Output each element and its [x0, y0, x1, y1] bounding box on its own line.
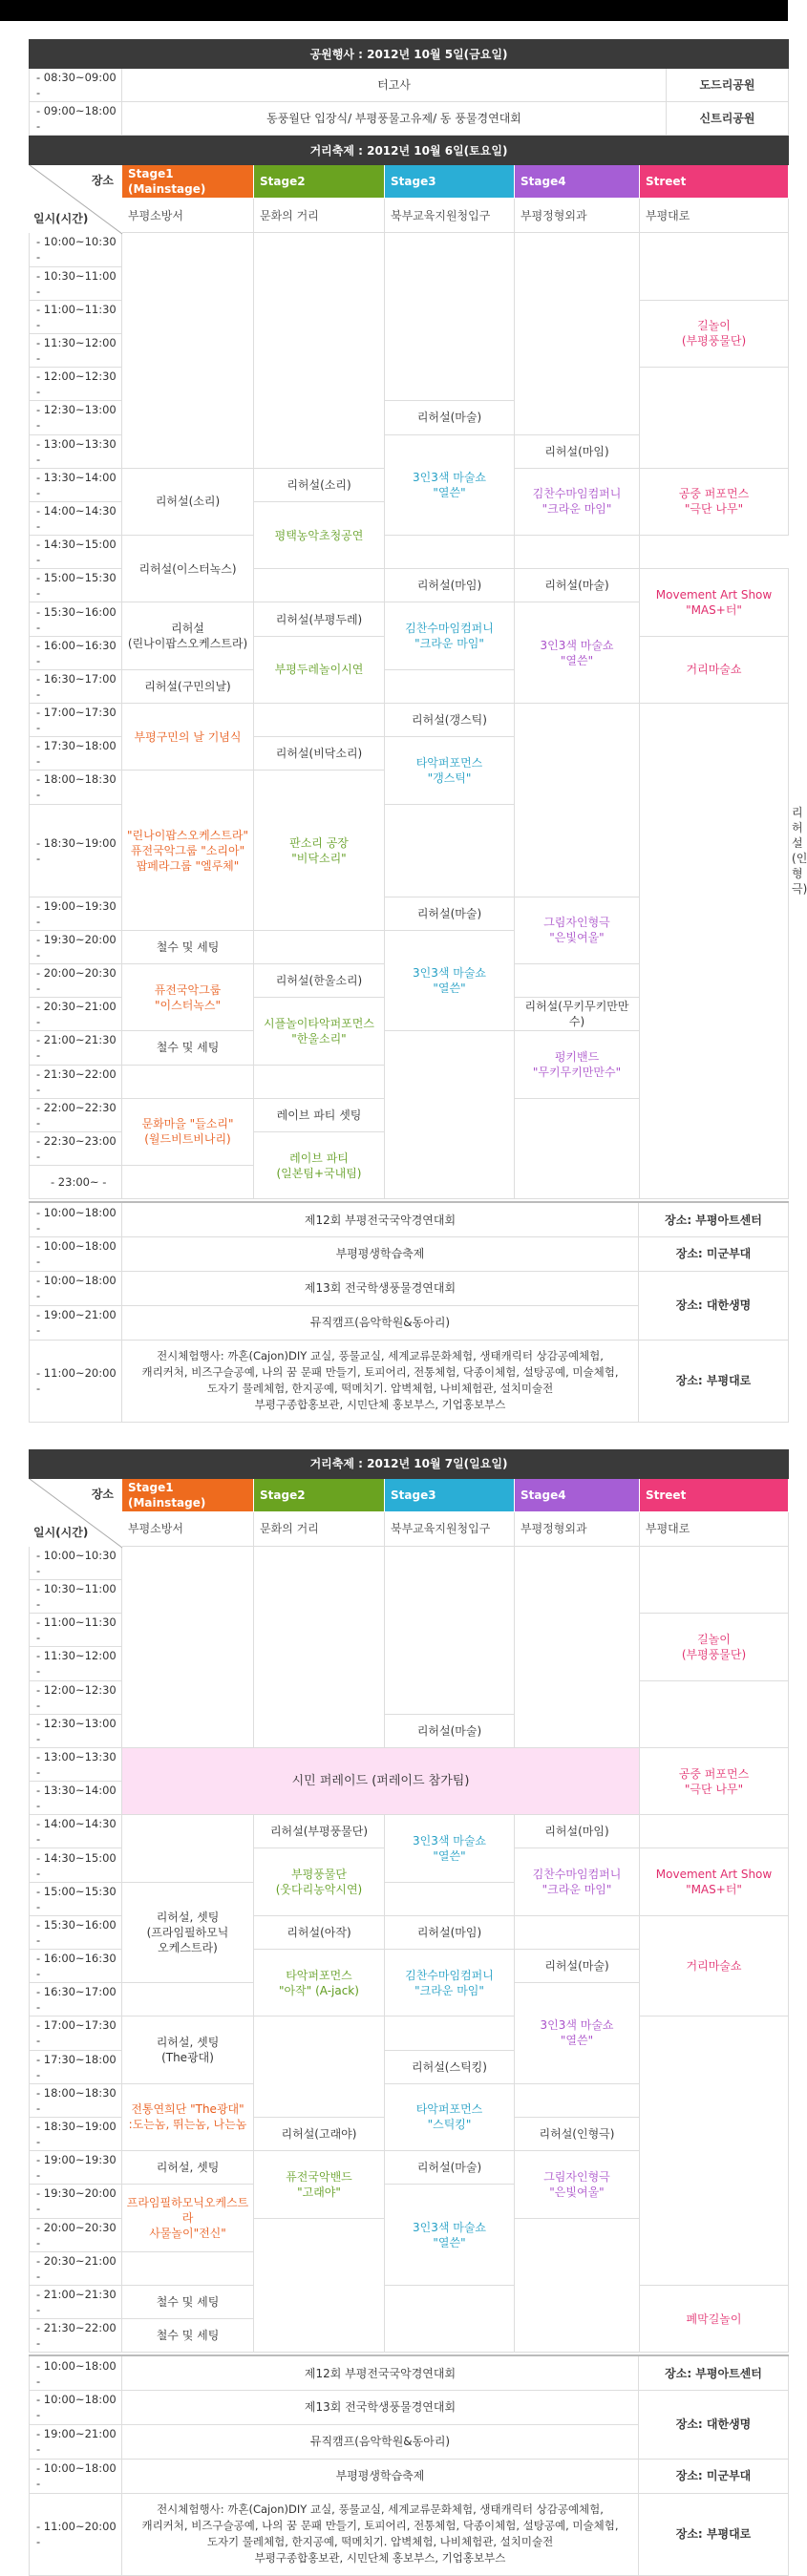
time-cell: - 17:30~18:00 - — [30, 2050, 122, 2083]
empty-cell — [515, 2218, 640, 2353]
place-cell: 장소: 부평대로 — [639, 1340, 789, 1422]
time-cell: - 10:00~18:00 - — [30, 2390, 122, 2424]
empty-cell — [254, 2016, 385, 2118]
time-cell: - 10:00~18:00 - — [30, 1202, 122, 1236]
street-mas: Movement Art Show "MAS+터" — [640, 1848, 789, 1915]
time-cell: - 20:00~20:30 - — [30, 963, 122, 997]
time-cell: - 10:00~18:00 - — [30, 1236, 122, 1271]
empty-cell — [122, 1166, 254, 1199]
event-cell: 제13회 전국학생풍물경연대회 — [122, 2390, 639, 2424]
stage2-rehearsal: 리허설(고래야) — [254, 2117, 385, 2150]
place-cell: 신트리공원 — [667, 102, 789, 136]
day3-events-table — [29, 2354, 789, 2576]
stage3-rehearsal: 리허설(스틱킹) — [385, 2050, 515, 2083]
stage4-puppet: 그림자인형극 "은빛여울" — [515, 2151, 640, 2218]
stage4-mime: 김찬수마임컴퍼니 "크라운 마임" — [515, 1848, 640, 1915]
street-magic: 거리마술쇼 — [640, 1915, 789, 2016]
place-cell: 도드리공원 — [667, 69, 789, 102]
empty-cell — [515, 704, 640, 897]
time-cell: - 13:30~14:00 - — [30, 1782, 122, 1815]
time-cell: - 20:00~20:30 - — [30, 2218, 122, 2251]
time-cell: - 21:00~21:30 - — [30, 1031, 122, 1065]
time-cell: - 10:00~10:30 - — [30, 1546, 122, 1579]
stage4-header: Stage4 — [515, 165, 640, 199]
time-cell: - 11:00~11:30 - — [30, 1614, 122, 1647]
stage1-clear: 철수 및 세팅 — [122, 930, 254, 963]
stage2-location: 문화의 거리 — [254, 199, 385, 233]
stage1-rehearsal: 리허설, 셋팅 (프라임필하모닉 오케스트라) — [122, 1882, 254, 1983]
stage4-rehearsal: 리허설(마술) — [515, 1950, 640, 1983]
place-cell: 장소: 부평아트센터 — [639, 1202, 789, 1236]
opening-title: 공원행사 : 2012년 10월 5일(금요일) — [30, 40, 789, 69]
time-cell: - 19:00~21:00 - — [30, 2424, 122, 2459]
street-location: 부평대로 — [640, 1511, 789, 1546]
street-mas: Movement Art Show "MAS+터" — [640, 569, 789, 636]
stage1-prime: 프라임필하모닉오케스트라 사물놀이"전신" — [122, 2185, 254, 2251]
stage2-pungmul: 부평풍물단 (웃다리농악시연) — [254, 1848, 385, 1915]
stage1-rehearsal: 리허설(소리) — [122, 468, 254, 535]
stage2-rehearsal: 리허설(부평풍물단) — [254, 1815, 385, 1848]
stage2-header: Stage2 — [254, 165, 385, 199]
stage1-rehearsal: 리허설(이스터녹스) — [122, 536, 254, 602]
stage1-munhwa: 문화마을 "들소리" (월드비트비나리) — [122, 1098, 254, 1165]
time-cell: - 18:30~19:00 - — [30, 804, 122, 897]
stage4-header: Stage4 — [515, 1478, 640, 1511]
empty-cell — [515, 233, 640, 434]
stage3-rehearsal: 리허설(마임) — [385, 569, 515, 602]
stage1-location: 부평소방서 — [122, 199, 254, 233]
time-cell: - 19:30~20:00 - — [30, 2185, 122, 2218]
time-cell: - 17:00~17:30 - — [30, 2016, 122, 2050]
empty-cell — [385, 1546, 515, 1714]
stage1-rehearsal: 리허설, 셋팅 (The광대) — [122, 2016, 254, 2083]
time-cell: - 22:00~22:30 - — [30, 1098, 122, 1131]
time-cell: - 12:30~13:00 - — [30, 1714, 122, 1747]
time-cell: - 16:30~17:00 - — [30, 1983, 122, 2016]
stage3-magic-show: 3인3색 마술쇼 "열쓴" — [385, 1815, 515, 1882]
stage2-header: Stage2 — [254, 1478, 385, 1511]
time-cell: - 10:00~18:00 - — [30, 1271, 122, 1305]
stage1-ceremony: 부평구민의 날 기념식 — [122, 704, 254, 771]
time-cell: - 19:00~21:00 - — [30, 1305, 122, 1340]
stage2-rehearsal: 리허설(비닥소리) — [254, 737, 385, 771]
stage2-rave: 레이브 파티 (일본팀+국내팀) — [254, 1131, 385, 1198]
stage2-pansori: 판소리 공장 "비닥소리" — [254, 771, 385, 930]
event-cell: 제12회 부평전국국악경연대회 — [122, 1202, 639, 1236]
stage1-clown: 전통연희단 "The광대" :도는놈, 뛰는놈, 나는놈 — [122, 2083, 254, 2150]
stage3-header: Stage3 — [385, 165, 515, 199]
stage4-mime: 김찬수마임컴퍼니 "크라운 마임" — [515, 468, 640, 535]
place-cell: 장소: 미군부대 — [639, 2459, 789, 2493]
empty-cell — [640, 704, 789, 1199]
time-cell: - 09:00~18:00 - — [30, 102, 122, 136]
top-black-bar — [0, 0, 788, 21]
empty-cell — [640, 233, 789, 300]
corner-cell — [30, 165, 122, 233]
stage2-dure: 부평두레놀이시연 — [254, 636, 385, 703]
empty-cell — [122, 1546, 254, 1747]
empty-cell — [122, 1983, 254, 2016]
time-cell: - 08:30~09:00 - — [30, 69, 122, 102]
stage2-location: 문화의 거리 — [254, 1511, 385, 1546]
stage3-mime: 김찬수마임컴퍼니 "크라운 마임" — [385, 1950, 515, 2016]
empty-cell — [254, 233, 385, 468]
time-cell: - 10:00~10:30 - — [30, 233, 122, 266]
stage4-rehearsal: 리허설(무키무키만만수) — [515, 998, 640, 1031]
stage3-stick: 타악퍼포먼스 "스틱킹" — [385, 2083, 515, 2150]
stage1-clear: 철수 및 세팅 — [122, 2285, 254, 2318]
empty-cell — [640, 1546, 789, 1613]
stage1-rehearsal: 리허설(구민의날) — [122, 669, 254, 703]
empty-cell — [640, 368, 789, 469]
stage3-magic-show: 3인3색 마술쇼 "열쓴" — [385, 434, 515, 536]
stage4-location: 부평정형외과 — [515, 1511, 640, 1546]
place-cell: 장소: 대한생명 — [639, 2390, 789, 2459]
stage3-rehearsal: 리허설(갱스틱) — [385, 704, 515, 737]
empty-cell — [254, 930, 385, 963]
empty-cell — [122, 1815, 254, 1882]
stage4-rehearsal: 리허설(마술) — [515, 569, 640, 602]
empty-cell — [254, 1065, 385, 1098]
stage4-magic-show: 3인3색 마술쇼 "열쓴" — [515, 602, 640, 704]
time-cell: - 13:00~13:30 - — [30, 1747, 122, 1781]
street-gilnori: 길놀이 (부평풍물단) — [640, 300, 789, 367]
empty-cell — [385, 2016, 515, 2050]
time-cell: - 14:30~15:00 - — [30, 1848, 122, 1882]
stage2-hanul: 시플놀이타악퍼포먼스 "한울소리" — [254, 998, 385, 1065]
street-closing: 폐막길놀이 — [640, 2285, 789, 2352]
day2-events-table — [29, 1201, 789, 1423]
stage3-header: Stage3 — [385, 1478, 515, 1511]
time-cell: - 10:00~18:00 - — [30, 2355, 122, 2390]
stage3-location: 북부교육지원청입구 — [385, 199, 515, 233]
stage3-mime: 김찬수마임컴퍼니 "크라운 마임" — [385, 602, 515, 669]
event-cell: 동풍월단 입장식/ 부평풍물고유제/ 동 풍물경연대회 — [122, 102, 667, 136]
empty-cell — [515, 1915, 640, 1949]
stage1-header: Stage1 (Mainstage) — [122, 1478, 254, 1511]
place-cell: 장소: 미군부대 — [639, 1236, 789, 1271]
event-cell: 제12회 부평전국국악경연대회 — [122, 2355, 639, 2390]
time-cell: - 15:30~16:00 - — [30, 1915, 122, 1949]
empty-cell — [515, 536, 640, 569]
time-cell: - 12:00~12:30 - — [30, 368, 122, 401]
stage3-magic-show: 3인3색 마술쇼 "열쓴" — [385, 930, 515, 1031]
empty-cell — [254, 569, 385, 602]
stage2-rehearsal: 리허설(부평두레) — [254, 602, 385, 636]
time-cell: - 14:00~14:30 - — [30, 1815, 122, 1848]
time-cell: - 15:30~16:00 - — [30, 602, 122, 636]
event-cell: 제13회 전국학생풍물경연대회 — [122, 1271, 639, 1305]
stage2-gorae: 퓨전국악밴드 "고래야" — [254, 2151, 385, 2218]
stage2-live: 레이브 파티 셋팅 — [254, 1098, 385, 1131]
day2-title: 거리축제 : 2012년 10월 6일(토요일) — [30, 137, 789, 165]
stage1-rehearsal: 리허설 (린나이팝스오케스트라) — [122, 602, 254, 669]
stage1-easternox: 퓨전국악그룹 "이스터녹스" — [122, 963, 254, 1030]
empty-cell — [515, 963, 640, 997]
empty-cell — [515, 2083, 640, 2117]
time-cell: - 19:00~19:30 - — [30, 2151, 122, 2185]
time-cell: - 21:00~21:30 - — [30, 2285, 122, 2318]
opening-table — [29, 39, 789, 136]
stage2-rehearsal: 리허설(소리) — [254, 468, 385, 501]
stage1-location: 부평소방서 — [122, 1511, 254, 1546]
time-cell: - 20:30~21:00 - — [30, 998, 122, 1031]
empty-cell — [122, 233, 254, 468]
stage4-rehearsal: 리허설(마임) — [515, 1815, 640, 1848]
time-cell: - 18:00~18:30 - — [30, 771, 122, 804]
empty-cell — [254, 1546, 385, 1747]
place-cell: 장소: 대한생명 — [639, 1271, 789, 1340]
time-cell: - 10:30~11:00 - — [30, 266, 122, 300]
time-cell: - 20:30~21:00 - — [30, 2251, 122, 2285]
time-cell: - 16:30~17:00 - — [30, 669, 122, 703]
exhibition-cell: 전시체험행사: 까혼(Cajon)DIY 교실, 풍물교실, 세계교류문화체험, 생태캐릭터 상감공예체험, 캐리커처, 비즈구슬공예, 나의 꿈 문패 만들기, 토피어리, 전통체험, 닥종이체험, 설탕공예, 미술체험, 도자기 물레체험, 한지공예, 떡메치기. 압벽체험, 나비체험관, 설치미술전 부평구종합홍보관, 시민단체 홍보부스, 기업홍보부스 — [122, 1340, 639, 1422]
exhibition-cell: 전시체험행사: 까혼(Cajon)DIY 교실, 풍물교실, 세계교류문화체험, 생태캐릭터 상감공예체험, 캐리커처, 비즈구슬공예, 나의 꿈 문패 만들기, 토피어리, 전통체험, 닥종이체험, 설탕공예, 미술체험, 도자기 물레체험, 한지공예, 떡메치기. 압벽체험, 나비체험관, 설치미술전 부평구종합홍보관, 시민단체 홍보부스, 기업홍보부스 — [122, 2493, 639, 2575]
place-cell: 장소: 부평대로 — [639, 2493, 789, 2575]
empty-cell — [385, 1882, 515, 1915]
street-header: Street — [640, 1478, 789, 1511]
empty-cell — [122, 1065, 254, 1098]
time-cell: - 15:00~15:30 - — [30, 569, 122, 602]
stage2-pyeongtaek: 평택농악초청공연 — [254, 501, 385, 568]
corner-place-label: 장소 — [91, 174, 114, 188]
time-cell: - 11:00~11:30 - — [30, 300, 122, 333]
time-cell: - 21:30~22:00 - — [30, 2319, 122, 2353]
event-cell: 부평평생학습축제 — [122, 2459, 639, 2493]
empty-cell — [385, 804, 515, 897]
stage2-ajak: 타악퍼포먼스 "아작" (A-jack) — [254, 1950, 385, 2016]
time-cell: - 11:30~12:00 - — [30, 1647, 122, 1680]
citizen-parade: 시민 퍼레이드 (퍼레이드 참가팀) — [122, 1747, 640, 1814]
stage1-clear: 철수 및 세팅 — [122, 2319, 254, 2353]
time-cell: - 13:30~14:00 - — [30, 468, 122, 501]
stage1-clear: 철수 및 세팅 — [122, 1031, 254, 1065]
stage1-rehearsal: 리허설, 셋팅 — [122, 2151, 254, 2185]
empty-cell — [515, 1098, 640, 1199]
time-cell: - 16:00~16:30 - — [30, 636, 122, 669]
empty-cell — [254, 704, 385, 737]
empty-cell — [385, 2285, 515, 2352]
empty-cell — [122, 2251, 254, 2285]
time-cell: - 18:30~19:00 - — [30, 2117, 122, 2150]
stage1-header: Stage1 (Mainstage) — [122, 165, 254, 199]
stage3-location: 북부교육지원청입구 — [385, 1511, 515, 1546]
empty-cell — [385, 669, 515, 703]
time-cell: - 10:00~18:00 - — [30, 2459, 122, 2493]
time-cell: - 17:30~18:00 - — [30, 737, 122, 771]
street-aerial: 공중 퍼포먼스 "극단 나무" — [640, 1747, 789, 1814]
event-cell: 터고사 — [122, 69, 667, 102]
time-cell: - 14:00~14:30 - — [30, 501, 122, 535]
event-cell: 뮤직캠프(음악학원&동아리) — [122, 1305, 639, 1340]
time-cell: - 22:30~23:00 - — [30, 1131, 122, 1165]
empty-cell — [385, 536, 515, 569]
time-cell: - 11:00~20:00 - — [30, 2493, 122, 2575]
time-cell: - 14:30~15:00 - — [30, 536, 122, 569]
time-cell: - 19:00~19:30 - — [30, 897, 122, 930]
time-cell: - 10:30~11:00 - — [30, 1579, 122, 1613]
time-cell: - 12:30~13:00 - — [30, 401, 122, 434]
time-cell: - 23:00~ - — [30, 1166, 122, 1199]
stage3-taiko: 타악퍼포먼스 "갱스틱" — [385, 737, 515, 804]
stage4-rehearsal: 리허설(인형극) — [515, 2117, 640, 2150]
day3-title: 거리축제 : 2012년 10월 7일(일요일) — [30, 1449, 789, 1478]
corner-place-label: 장소 — [91, 1487, 114, 1501]
time-cell: - 13:00~13:30 - — [30, 434, 122, 468]
stage3-rehearsal: 리허설(마술) — [385, 401, 515, 434]
stage4-band: 펑키밴드 "무키무키만만수" — [515, 1031, 640, 1098]
time-cell: - 12:00~12:30 - — [30, 1680, 122, 1714]
empty-cell — [385, 1031, 515, 1199]
stage3-magic-show: 3인3색 마술쇼 "열쓴" — [385, 2185, 515, 2286]
place-cell: 장소: 부평아트센터 — [639, 2355, 789, 2390]
corner-cell — [30, 1478, 122, 1546]
stage3-rehearsal: 리허설(마술) — [385, 1714, 515, 1747]
stage2-rehearsal: 리허설(아작) — [254, 1915, 385, 1949]
empty-cell — [640, 1680, 789, 1747]
empty-cell — [254, 2218, 385, 2353]
street-gilnori: 길놀이 (부평풍물단) — [640, 1614, 789, 1680]
day3-table — [29, 1449, 789, 2354]
empty-cell — [385, 233, 515, 401]
empty-cell — [640, 1815, 789, 1848]
street-aerial: 공중 퍼포먼스 "극단 나무" — [640, 468, 789, 535]
corner-time-label: 일시(시간) — [33, 1525, 89, 1539]
time-cell: - 17:00~17:30 - — [30, 704, 122, 737]
time-cell: - 21:30~22:00 - — [30, 1065, 122, 1098]
event-cell: 부평평생학습축제 — [122, 1236, 639, 1271]
empty-cell — [515, 1546, 640, 1747]
event-cell: 뮤직캠프(음악학원&동아리) — [122, 2424, 639, 2459]
stage1-concert: "린나이팝스오케스트라" 퓨전국악그룹 "소리아" 팝페라그룹 "엘루체" — [122, 771, 254, 930]
time-cell: - 11:00~20:00 - — [30, 1340, 122, 1422]
schedule — [29, 39, 807, 2576]
stage3-rehearsal: 리허설(마술) — [385, 2151, 515, 2185]
time-cell: - 11:30~12:00 - — [30, 333, 122, 367]
street-header: Street — [640, 165, 789, 199]
stage4-location: 부평정형외과 — [515, 199, 640, 233]
street-location: 부평대로 — [640, 199, 789, 233]
empty-cell — [640, 2016, 789, 2286]
time-cell: - 15:00~15:30 - — [30, 1882, 122, 1915]
stage4-rehearsal: 리허설(마임) — [515, 434, 640, 468]
time-cell: - 16:00~16:30 - — [30, 1950, 122, 1983]
stage4-puppet: 그림자인형극 "은빛여울" — [515, 897, 640, 963]
time-cell: - 18:00~18:30 - — [30, 2083, 122, 2117]
stage3-rehearsal: 리허설(마임) — [385, 1915, 515, 1949]
stage4-magic-show: 3인3색 마술쇼 "열쓴" — [515, 1983, 640, 2084]
time-cell: - 19:30~20:00 - — [30, 930, 122, 963]
day2-table: 거리축제 : 2012년 10월 6일(토요일) 장소 일시(시간) Stage1 (Mainstage) Stage2 Stage3 Stage4 Street 부평소방서 문화의 거리 북부교육지원청입구 부평정형외과 부평대로 - 10:00~10:30 - - 10:30~11:00 - - 11:00~11:30 - 길놀이 (부평풍물단) - 11:30~12:00 - - 12:00~12:30 - - 12:30~13:00 - 리허설(마술) - 13:00~13:30 - 3인3색 마술쇼 "열쓴" 리허설(마임) - 13:30~14:00 - 리허설(소리) 리허설(소리) 김찬수마임컴퍼니 "크라운 마임" 공중 퍼포먼스 "극단 나무" - 14:00~14:30 - 평택농악초청공연 - 14:30~15:00 - 리허설(이스터녹스) - 15:00~15:30 - 리허설(마임) 리허설(마술) Movement Art Show "MAS+터" - 15:30~16:00 - 리허설 (린나이팝스오케스트라) 리허설(부평두레) 김찬수마임컴퍼니 "크라운 마임" 3인3색 마술쇼 "열쓴" - 16:00~16:30 - 부평두레놀이시연 거리마술쇼 - 16:30~17:00 - 리허설(구민의날) - 17:00~17:30 - 부평구민의 날 기념식 리허설(갱스틱) - 17:30~18:00 - 리허설(비닥소리) 타악퍼포먼스 "갱스틱" - 18:00~18:30 - "린나이팝스오케스트라" 퓨전국악그룹 "소리아" 팝페라그룹 "엘루체" 판소리 공장 "비닥소리" - 18:30~19:00 - 리허설(인형극) - 19:00~19:30 - 리허설(마술) 그림자인형극 "은빛여울" - 19:30~20:00 - 철수 및 세팅 3인3색 마술쇼 "열쓴" - 20:00~20:30 - 퓨전국악그룹 "이스터녹스" 리허설(한울소리) - 20:30~21:00 - 시플놀이타악퍼포먼스 "한울소리" 리허설(무키무키만만수) - 21:00~21:30 - 철수 및 세팅 펑키밴드 "무키무키만만수" - 21:30~22:00 - - 22:00~22:30 - 문화마을 "들소리" (월드비트비나리) 레이브 파티 셋팅 - 22:30~23:00 - 레이브 파티 (일본팀+국내팀) - 23:00~ - — [29, 136, 789, 1199]
stage2-rehearsal: 리허설(한울소리) — [254, 963, 385, 997]
corner-time-label: 일시(시간) — [33, 212, 89, 226]
stage3-rehearsal: 리허설(마술) — [385, 897, 515, 930]
street-magic: 거리마술쇼 — [640, 636, 789, 703]
